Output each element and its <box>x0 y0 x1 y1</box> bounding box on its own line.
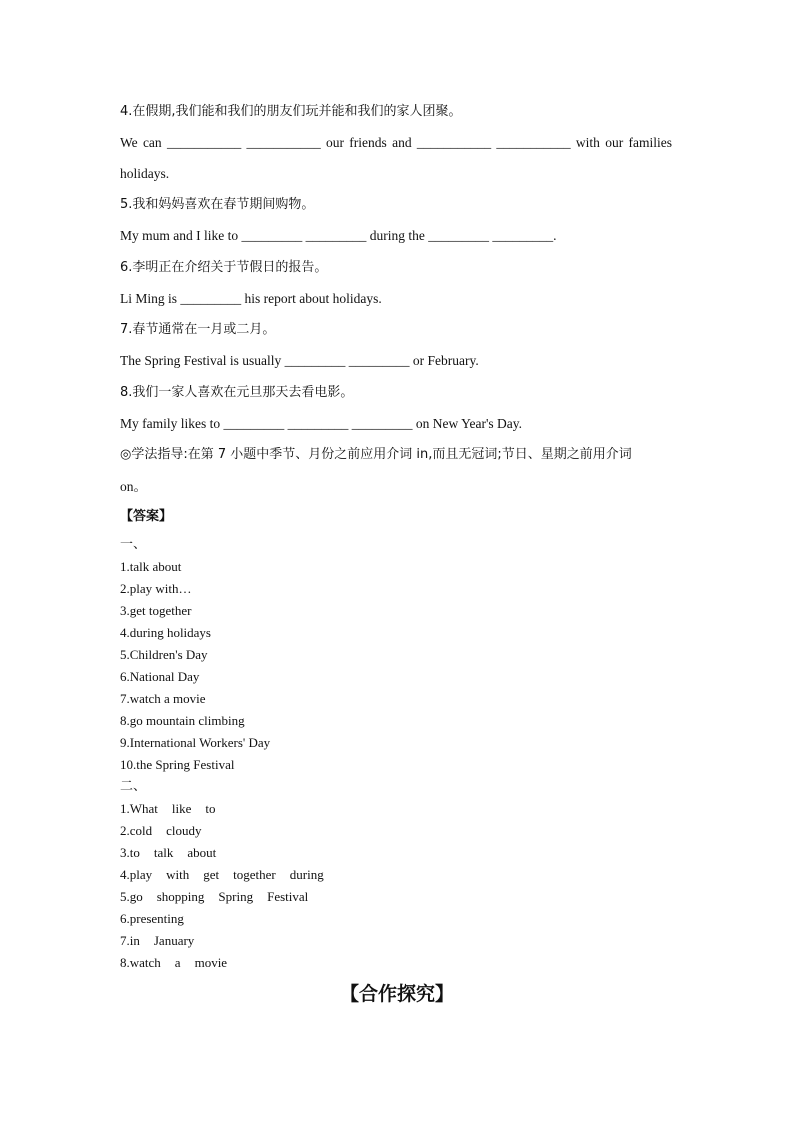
section-2-answer <box>120 910 184 928</box>
exercise-4-word: our <box>326 135 345 150</box>
section-2-answer-word: get <box>203 867 220 882</box>
cooperative-inquiry-title: 【合作探究】 <box>339 983 454 1005</box>
exercise-8-english: My family likes to _________ _________ _________ on New Year's Day. <box>120 416 523 431</box>
section-1-answer: 10.the Spring Festival <box>120 757 235 772</box>
section-2-answer <box>120 888 308 906</box>
section-2-answer-word: about <box>187 845 217 860</box>
section-2-answer-word: 6.presenting <box>120 911 184 926</box>
section-2-answer-word: 3.to <box>120 845 140 860</box>
exercise-7-english: The Spring Festival is usually _________ _________ or February. <box>120 353 479 368</box>
section-2-answer-word: cloudy <box>166 823 202 838</box>
section-2-label: 二、 <box>120 779 147 794</box>
section-2-answer-word: 7.in <box>120 933 140 948</box>
section-2-answer-word: movie <box>194 955 228 970</box>
section-2-answer <box>120 844 216 862</box>
section-1-answer: 3.get together <box>120 603 192 618</box>
section-2-answer-word: January <box>153 933 195 948</box>
section-2-answer-word: 2.cold <box>120 823 153 838</box>
section-2-answer-word: talk <box>153 845 174 860</box>
section-2-answer-word: 8.watch <box>120 955 161 970</box>
exercise-4-word: our <box>605 135 624 150</box>
exercise-4-word: ___________ <box>416 135 492 150</box>
section-1-answer: 1.talk about <box>120 559 182 574</box>
exercise-7-chinese: 7.春节通常在一月或二月。 <box>120 322 276 337</box>
section-2-answer-word: Spring <box>218 889 254 904</box>
section-2-answer-word: together <box>233 867 276 882</box>
exercise-4-word: We <box>120 135 138 150</box>
section-1-answer: 9.International Workers' Day <box>120 735 271 750</box>
section-2-answer <box>120 800 216 818</box>
section-1-answer: 2.play with… <box>120 581 192 596</box>
exercise-4-word: ___________ <box>166 135 242 150</box>
exercise-8-chinese: 8.我们一家人喜欢在元旦那天去看电影。 <box>120 385 354 400</box>
exercise-6-chinese: 6.李明正在介绍关于节假日的报告。 <box>120 260 328 275</box>
answer-heading: 【答案】 <box>120 509 173 524</box>
study-tip-line-2: on。 <box>120 479 147 494</box>
study-tip-line-1: ◎学法指导:在第 7 小题中季节、月份之前应用介词 in,而且无冠词;节日、星期之前用介词 <box>120 447 632 462</box>
section-2-answer-word: 5.go <box>120 889 143 904</box>
section-2-answer-word: during <box>289 867 324 882</box>
section-2-answer <box>120 822 202 840</box>
section-1-answer: 5.Children's Day <box>120 647 208 662</box>
section-2-answer-word: shopping <box>156 889 205 904</box>
exercise-4-word: can <box>142 135 162 150</box>
section-1-label: 一、 <box>120 537 147 552</box>
section-2-answer-word: a <box>174 955 181 970</box>
exercise-4-word: and <box>392 135 412 150</box>
section-2-answer <box>120 954 227 972</box>
section-1-answer: 7.watch a movie <box>120 691 206 706</box>
exercise-4-word: with <box>575 135 600 150</box>
exercise-4-word: ___________ <box>496 135 571 150</box>
exercise-4-english <box>120 134 672 152</box>
section-1-answer: 8.go mountain climbing <box>120 713 245 728</box>
section-2-answer-word: 4.play <box>120 867 153 882</box>
exercise-6-english: Li Ming is _________ his report about holidays. <box>120 291 382 306</box>
section-2-answer-word: with <box>166 867 190 882</box>
exercise-5-english: My mum and I like to _________ _________ during the _________ _________. <box>120 228 557 243</box>
section-1-answer: 6.National Day <box>120 669 200 684</box>
section-2-answer-word: to <box>205 801 216 816</box>
exercise-4-word: ___________ <box>246 135 321 150</box>
section-2-answer <box>120 932 194 950</box>
section-2-answer <box>120 866 324 884</box>
section-1-answer: 4.during holidays <box>120 625 211 640</box>
section-2-answer-word: like <box>171 801 192 816</box>
exercise-4-word: friends <box>349 135 387 150</box>
exercise-5-chinese: 5.我和妈妈喜欢在春节期间购物。 <box>120 197 315 212</box>
section-2-answer-word: Festival <box>267 889 309 904</box>
exercise-4-english-cont: holidays. <box>120 166 170 181</box>
section-2-answer-word: 1.What <box>120 801 158 816</box>
exercise-4-word: families <box>628 135 672 150</box>
exercise-4-chinese: 4.在假期,我们能和我们的朋友们玩并能和我们的家人团聚。 <box>120 104 462 119</box>
